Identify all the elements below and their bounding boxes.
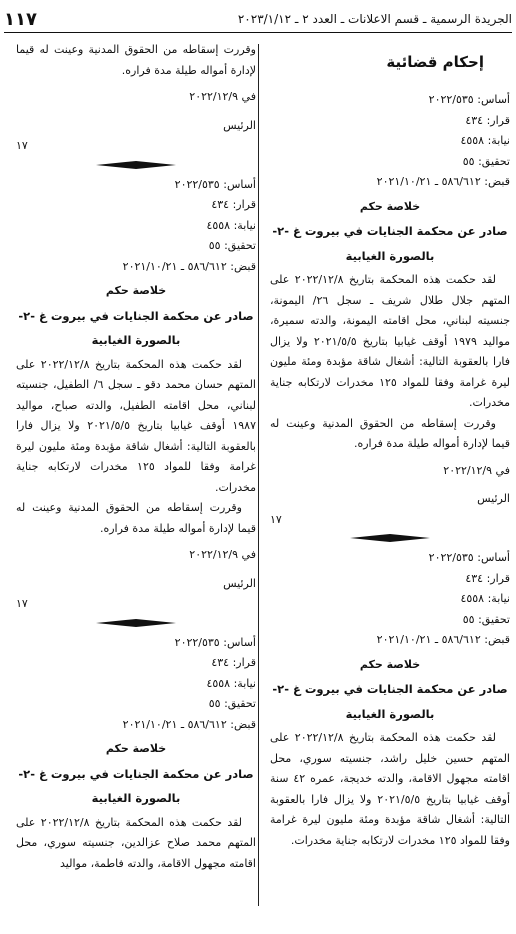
ornamental-rule bbox=[350, 534, 430, 542]
date-line: في ٢٠٢٢/١٢/٩ bbox=[443, 463, 510, 477]
niyaba-value: ٤٥٥٨ bbox=[460, 592, 485, 605]
judgment-paragraph: لقد حكمت هذه المحكمة بتاريخ ٢٠٢٢/١٢/٨ على المتهم حسان محمد دقو ـ سجل ٦/ الطفيل، جنسيته لبناني، محل اقامته الطفيل، والدته صباح، مواليد ١٩٨٧ أوقف غيابيا بتاريخ ٢٠٢١/٥/٥ ولا يزال فارا بالعقوبة التالية: أشغال شاقة مؤبدة ومئة مليون ليرة غرامة وفقا للمواد ١٢٥ مخدرات لارتكابه جناية مخدرات. bbox=[16, 357, 256, 494]
reference-number: ١٧ bbox=[16, 139, 28, 152]
qabd-value: ٥٨٦/٦١٢ ـ ٢٠٢١/١٠/٢١ bbox=[122, 717, 227, 731]
running-title: الجريدة الرسمية ـ قسم الاعلانات ـ العدد ٢ ـ ٢٠٢٣/١/١٢ bbox=[237, 12, 512, 26]
qabd-value: ٥٨٦/٦١٢ ـ ٢٠٢١/١٠/٢١ bbox=[376, 175, 481, 188]
qabd-label: قبض: bbox=[484, 633, 510, 646]
court-line: صادر عن محكمة الجنايات في بيروت غ -٢- bbox=[18, 308, 254, 323]
page-number: ١١٧ bbox=[4, 8, 37, 30]
qabd-line bbox=[270, 172, 510, 193]
niyaba-label: نيابة: bbox=[487, 592, 510, 605]
qabd-value: ٥٨٦/٦١٢ ـ ٢٠٢١/١٠/٢١ bbox=[122, 259, 227, 273]
qabd-line bbox=[16, 257, 256, 278]
qarar-label: قرار: bbox=[486, 571, 510, 585]
niyaba-label: نيابة: bbox=[233, 218, 256, 232]
asas-value: ٢٠٢٢/٥٣٥ bbox=[428, 93, 474, 106]
judgment-paragraph: لقد حكمت هذه المحكمة بتاريخ ٢٠٢٢/١٢/٨ على المتهم حسين خليل راشد، جنسيته سوري، محل اقامته مجهول الاقامة، والدته خديجة، عمره ٤٢ سنة أوقف غيابيا بتاريخ ٢٠٢١/٥/٥ ولا يزال فارا بالعقوبة التالية: أشغال شاقة مؤبدة ومئة مليون ليرة غرامة وفقا للمواد ١٢٥ مخدرات لارتكابه جناية مخدرات. bbox=[270, 731, 510, 847]
judgment-summary-heading: خلاصة حكم bbox=[359, 199, 421, 213]
judgment-summary-heading: خلاصة حكم bbox=[359, 657, 421, 671]
asas-value: ٢٠٢٢/٥٣٥ bbox=[174, 635, 220, 649]
qarar-line bbox=[16, 653, 256, 674]
qarar-value: ٤٣٤ bbox=[211, 198, 230, 211]
tahqiq-line bbox=[16, 694, 256, 715]
judgment-summary-heading: خلاصة حكم bbox=[105, 742, 167, 755]
qabd-label: قبض: bbox=[230, 717, 256, 731]
judgment-block bbox=[16, 175, 256, 627]
president-signature: الرئيس bbox=[477, 492, 510, 505]
civil-rights-paragraph: وقررت إسقاطه من الحقوق المدنية وعينت له قيما لإدارة أمواله طيلة مدة فراره. bbox=[270, 416, 510, 450]
in-absentia-line: بالصورة الغيابية bbox=[345, 706, 435, 721]
date-line: في ٢٠٢٢/١٢/٩ bbox=[189, 548, 256, 561]
asas-label: أساس: bbox=[477, 93, 510, 106]
niyaba-line bbox=[270, 589, 510, 610]
qabd-line bbox=[270, 630, 510, 651]
ornamental-rule bbox=[96, 161, 176, 169]
niyaba-line bbox=[270, 131, 510, 152]
right-column bbox=[270, 40, 510, 851]
president-signature: الرئيس bbox=[223, 576, 256, 590]
qarar-label: قرار: bbox=[486, 113, 510, 127]
qarar-value: ٤٣٤ bbox=[465, 113, 484, 127]
judgment-block bbox=[270, 90, 510, 542]
tahqiq-label: تحقيق: bbox=[478, 154, 510, 168]
president-signature: الرئيس bbox=[223, 118, 256, 132]
qarar-label: قرار: bbox=[232, 656, 256, 669]
qarar-line bbox=[270, 569, 510, 590]
niyaba-line bbox=[16, 216, 256, 237]
judgment-paragraph: لقد حكمت هذه المحكمة بتاريخ ٢٠٢٢/١٢/٨ على المتهم جلال طلال شريف ـ سجل ٢٦/ اليمونة، جنسيته لبناني، محل اقامته اليمونة، والدته سميرة، مواليد ١٩٧٩ أوقف غيابيا بتاريخ ٢٠٢١/٥/٥ ولا يزال فارا بالعقوبة التالية: أشغال شاقة مؤبدة ومئة مليون ليرة غرامة وفقا للمواد ١٢٥ مخدرات لارتكابه جناية مخدرات. bbox=[270, 273, 511, 409]
tahqiq-value: ٥٥ bbox=[462, 154, 475, 168]
tahqiq-line bbox=[270, 610, 510, 631]
reference-number: ١٧ bbox=[270, 512, 282, 526]
tahqiq-line bbox=[270, 152, 510, 173]
qabd-line bbox=[16, 715, 256, 736]
tahqiq-value: ٥٥ bbox=[462, 612, 475, 626]
qarar-line bbox=[270, 111, 510, 132]
niyaba-value: ٤٥٥٨ bbox=[460, 134, 485, 147]
judgment-block bbox=[16, 633, 256, 875]
civil-rights-paragraph: وقررت إسقاطه من الحقوق المدنية وعينت له قيما لإدارة أمواله طيلة مدة فراره. bbox=[16, 501, 256, 535]
qarar-value: ٤٣٤ bbox=[465, 571, 484, 585]
niyaba-value: ٤٥٥٨ bbox=[206, 218, 231, 232]
qarar-label: قرار: bbox=[232, 198, 256, 211]
niyaba-label: نيابة: bbox=[233, 676, 256, 690]
page-header bbox=[4, 6, 512, 33]
asas-label: أساس: bbox=[477, 551, 510, 564]
judgment-block bbox=[270, 548, 510, 851]
column-divider bbox=[258, 44, 259, 906]
in-absentia-line: بالصورة الغيابية bbox=[91, 333, 181, 347]
date-line: في ٢٠٢٢/١٢/٩ bbox=[189, 90, 256, 103]
asas-line bbox=[270, 548, 510, 569]
section-title: إحكام قضائية bbox=[386, 53, 484, 71]
in-absentia-line: بالصورة الغيابية bbox=[91, 791, 181, 805]
niyaba-label: نيابة: bbox=[487, 134, 510, 147]
asas-value: ٢٠٢٢/٥٣٥ bbox=[174, 177, 220, 191]
asas-label: أساس: bbox=[223, 635, 256, 649]
ornamental-rule bbox=[96, 619, 176, 627]
niyaba-value: ٤٥٥٨ bbox=[206, 676, 231, 690]
civil-rights-paragraph: وقررت إسقاطه من الحقوق المدنية وعينت له قيما لإدارة أمواله طيلة مدة فراره. bbox=[16, 43, 256, 77]
tahqiq-line bbox=[16, 236, 256, 257]
court-line: صادر عن محكمة الجنايات في بيروت غ -٢- bbox=[272, 224, 508, 238]
tahqiq-value: ٥٥ bbox=[208, 239, 221, 252]
qabd-label: قبض: bbox=[230, 259, 256, 273]
qabd-value: ٥٨٦/٦١٢ ـ ٢٠٢١/١٠/٢١ bbox=[376, 633, 481, 646]
tahqiq-label: تحقيق: bbox=[224, 697, 256, 710]
judgment-paragraph: لقد حكمت هذه المحكمة بتاريخ ٢٠٢٢/١٢/٨ على المتهم محمد صلاح عزالدين، جنسيته سوري، محل اقامته مجهول الاقامة، والدته فاطمة، مواليد bbox=[16, 815, 256, 870]
qarar-line bbox=[16, 195, 256, 216]
tahqiq-value: ٥٥ bbox=[208, 697, 221, 710]
asas-line bbox=[16, 175, 256, 196]
court-line: صادر عن محكمة الجنايات في بيروت غ -٢- bbox=[18, 766, 254, 781]
reference-number: ١٧ bbox=[16, 597, 28, 610]
in-absentia-line: بالصورة الغيابية bbox=[345, 248, 435, 263]
tahqiq-label: تحقيق: bbox=[224, 239, 256, 252]
asas-line bbox=[16, 633, 256, 654]
qabd-label: قبض: bbox=[484, 175, 510, 188]
niyaba-line bbox=[16, 674, 256, 695]
asas-line bbox=[270, 90, 510, 111]
left-column bbox=[16, 40, 256, 874]
court-line: صادر عن محكمة الجنايات في بيروت غ -٢- bbox=[272, 682, 508, 696]
qarar-value: ٤٣٤ bbox=[211, 656, 230, 669]
judgment-summary-heading: خلاصة حكم bbox=[105, 284, 167, 297]
asas-value: ٢٠٢٢/٥٣٥ bbox=[428, 551, 474, 564]
tahqiq-label: تحقيق: bbox=[478, 612, 510, 626]
asas-label: أساس: bbox=[223, 177, 256, 191]
